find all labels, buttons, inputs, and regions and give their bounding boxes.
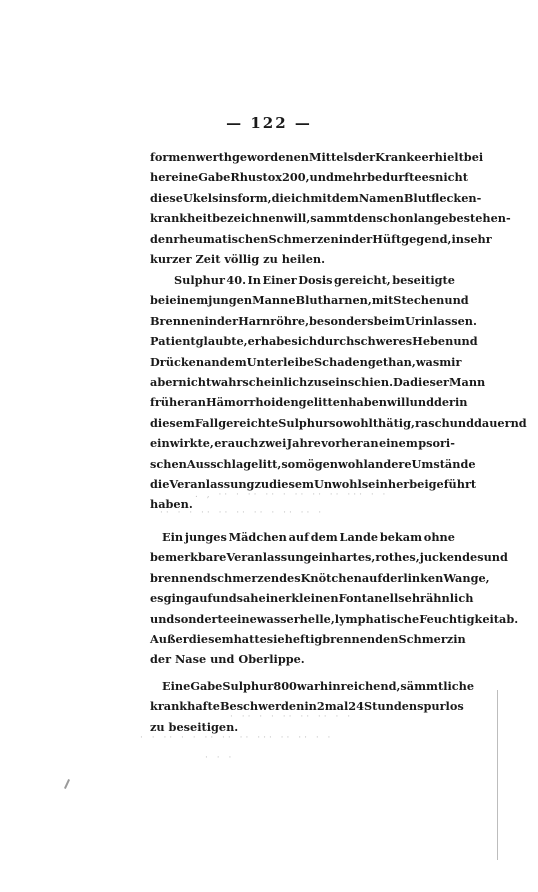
text-line: die Veranlassung zu diesem Unwohlsein herbeigeführt [150, 476, 477, 491]
text-line: der Nase und Oberlippe. [150, 652, 305, 667]
paragraph-sulphur-blood-urine [150, 270, 527, 515]
page-edge-line [497, 690, 498, 860]
text-line: Ein junges Mädchen auf dem Lande bekam ohne [162, 530, 455, 544]
text-line: Brennen in der Harnröhre, besonders beim Urinlassen. [150, 313, 477, 328]
bleed-through-text: · · ·· · · ·· ·· ·· ··· ·· ·· · · [140, 733, 334, 743]
text-line: krankhafte Beschwerden in 2 mal 24 Stunden spurlos [150, 699, 464, 714]
text-line: aber nicht wahrscheinlich zu sein schien. Da dieser Mann [150, 374, 486, 389]
text-line: Eine Gabe Sulphur 800 war hinreichend, sämmtliche [162, 679, 475, 693]
bleed-through-text: · ·· · · ·· ·· ·· · · [230, 712, 354, 722]
text-line: Sulphur 40. In Einer Dosis gereicht, beseitigte [174, 273, 455, 287]
text-line: her eine Gabe Rhus tox 200, und mehr bedurfte es nicht [150, 170, 468, 185]
text-line: krankheit bezeichnen will, sammt den schon lange bestehen- [150, 211, 511, 226]
text-line: bei einem jungen Manne Blutharnen, mit Stechen und [150, 293, 469, 308]
text-line: und sonderte eine wasserhelle, lymphatische Feuchtigkeit ab. [150, 611, 519, 626]
paragraph-sulphur-cure [150, 676, 475, 737]
ink-mark [64, 779, 70, 789]
text-line: kurzer Zeit völlig zu heilen. [150, 251, 326, 266]
text-line: schen Ausschlage litt, so mögen wohl andere Umstände [150, 456, 476, 471]
text-line: diesem Fall gereichte Sulphur so wohlthätig, rasch und dauernd [150, 415, 527, 430]
bleed-through-text: · · · [205, 753, 235, 763]
text-line: Außer diesem hatte sie heftig brennenden Schmerz in [150, 631, 466, 646]
text-line: diese Ukelsinsform, die ich mit dem Namen Blutflecken- [150, 190, 482, 205]
text-line: Patient glaubte, er habe sich durch schweres Heben und [150, 334, 478, 349]
text-line: brennend schmerzendes Knötchen auf der linken Wange, [150, 570, 490, 585]
text-line: früher an Hämorrhoiden gelitten haben will und der in [150, 395, 468, 410]
text-line: den rheumatischen Schmerzen in der Hüftgegend, in sehr [150, 231, 492, 246]
text-line: haben. [150, 497, 193, 512]
text-line: bemerkbare Veranlassung ein hartes, rothes, juckendes und [150, 550, 508, 565]
text-line: zu beseitigen. [150, 719, 239, 734]
bleed-through-text: ·· · · ·· ·· ·· ·· · ·· ·· · [160, 508, 325, 518]
paragraph-girl-nodule [150, 527, 519, 670]
text-line: formen werth gewordenen Mittels der Kranke erhielt bei [150, 150, 484, 164]
page-number: — 122 — [226, 114, 312, 132]
text-line: Drücken an dem Unterleibe Schaden gethan, was mir [150, 354, 462, 369]
bleed-through-text: . , ·· · ·· ·· · ·· ·· ·· ··· · · [195, 490, 389, 500]
text-line: es ging auf und sah einer kleinen Fontanell sehr ähnlich [150, 591, 474, 606]
paragraph-rhus-case [150, 147, 511, 269]
text-line: einwirkte, er auch zwei Jahre vorher an einem psori- [150, 436, 455, 451]
